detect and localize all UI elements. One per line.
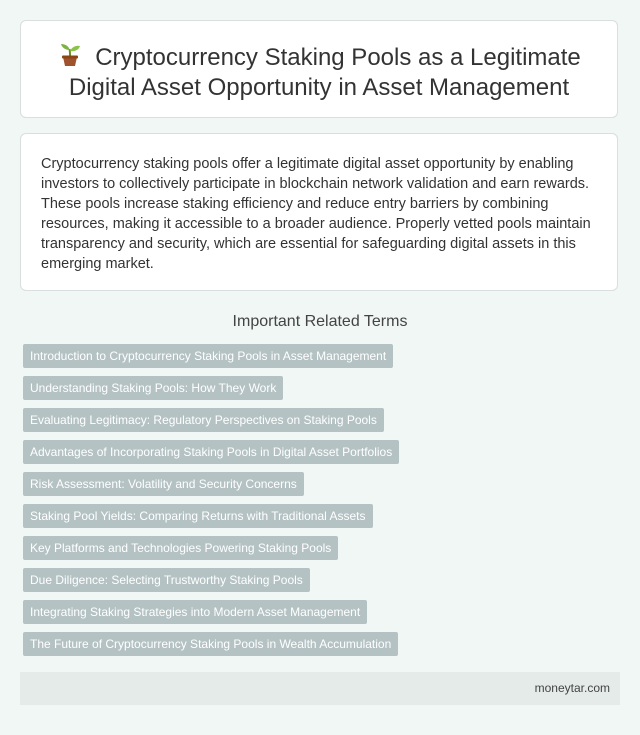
- related-term-item[interactable]: [23, 472, 399, 496]
- related-term-item[interactable]: [23, 632, 399, 656]
- related-term-link[interactable]: Understanding Staking Pools: How They Work: [23, 376, 283, 400]
- page-title: [41, 43, 597, 103]
- related-term-item[interactable]: [23, 440, 399, 464]
- related-term-link[interactable]: The Future of Cryptocurrency Staking Pools in Wealth Accumulation: [23, 632, 398, 656]
- related-term-link[interactable]: Staking Pool Yields: Comparing Returns with Traditional Assets: [23, 504, 373, 528]
- page-title-text: Cryptocurrency Staking Pools as a Legitimate Digital Asset Opportunity in Asset Management: [68, 44, 581, 101]
- related-term-item[interactable]: [23, 536, 399, 560]
- related-terms-list: [23, 344, 399, 664]
- related-term-item[interactable]: [23, 568, 399, 592]
- intro-text: Cryptocurrency staking pools offer a legitimate digital asset opportunity by enabling investors to collectively participate in blockchain network validation and earn rewards. These pools increase staking efficiency and reduce entry barriers by combining resources, making it accessible to a broader audience. Properly vetted pools maintain transparency and security, which are essential for safeguarding digital assets in this emerging market.: [41, 156, 591, 272]
- related-term-link[interactable]: Key Platforms and Technologies Powering Staking Pools: [23, 536, 338, 560]
- related-terms-heading: Important Related Terms: [232, 313, 408, 330]
- intro-card: [20, 133, 618, 291]
- footer: [20, 672, 620, 705]
- related-term-link[interactable]: Risk Assessment: Volatility and Security Concerns: [23, 472, 304, 496]
- related-term-link[interactable]: Advantages of Incorporating Staking Pools in Digital Asset Portfolios: [23, 440, 399, 464]
- footer-site-name[interactable]: moneytar.com: [534, 681, 610, 695]
- related-term-link[interactable]: Evaluating Legitimacy: Regulatory Perspectives on Staking Pools: [23, 408, 384, 432]
- title-card: [20, 20, 618, 118]
- related-term-item[interactable]: [23, 376, 399, 400]
- related-term-item[interactable]: [23, 344, 399, 368]
- related-term-item[interactable]: [23, 600, 399, 624]
- related-term-link[interactable]: Introduction to Cryptocurrency Staking Pools in Asset Management: [23, 344, 393, 368]
- related-term-link[interactable]: Integrating Staking Strategies into Modern Asset Management: [23, 600, 367, 624]
- related-term-item[interactable]: [23, 504, 399, 528]
- related-term-link[interactable]: Due Diligence: Selecting Trustworthy Staking Pools: [23, 568, 310, 592]
- sprout-icon: [57, 43, 83, 67]
- related-term-item[interactable]: [23, 408, 399, 432]
